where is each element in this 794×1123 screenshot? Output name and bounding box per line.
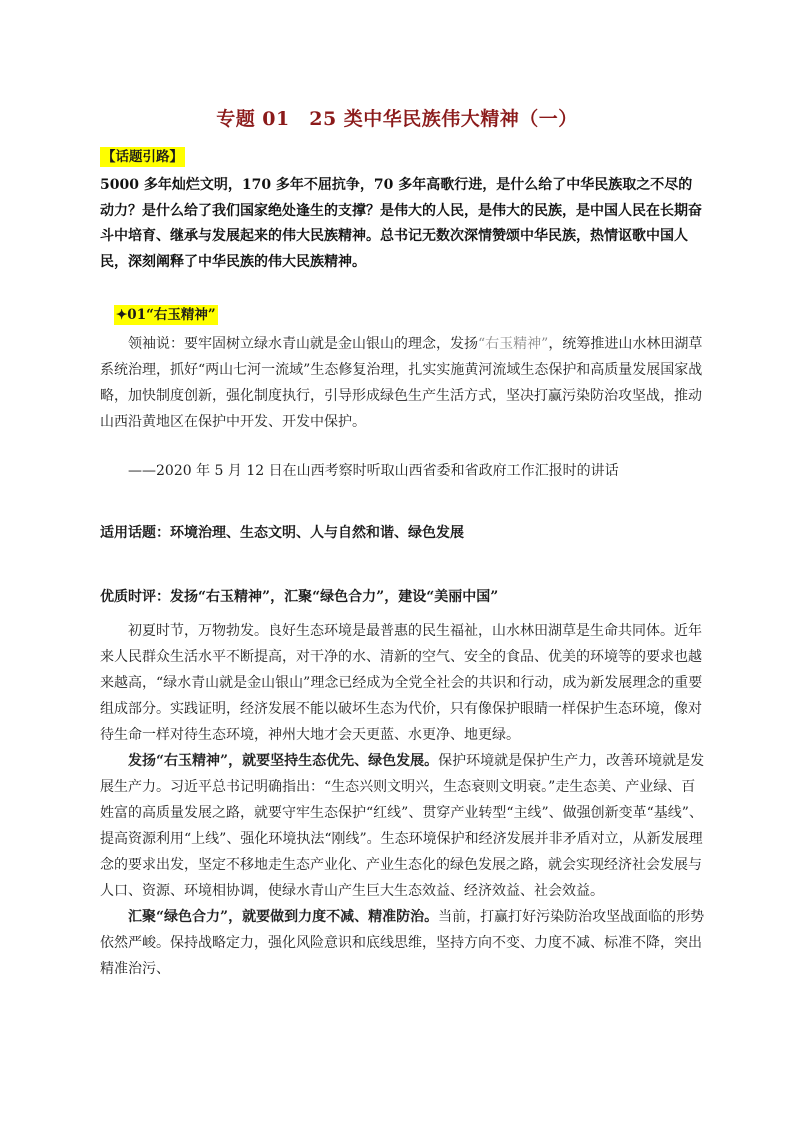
paragraph-1: 初夏时节，万物勃发。良好生态环境是最普惠的民生福祉，山水林田湖草是生命共同体。近年来人民群众生活水平不断提高，对干净的水、清新的空气、安全的食品、优美的环境等的要求也越来越高，“绿水青山就是金山银山”理念已经成为全党全社会的共识和行动，成为新发展理念的重要组成部分。实践证明，经济发展不能以破坏生态为代价，只有像保护眼睛一样保护生态环境，像对待生命一样对待生态环境，神州大地才会天更蓝、水更净、地更绿。	[100, 623, 703, 743]
quote-rest: ，统筹推进山水林田湖草系统治理，抓好“两山七河一流域”生态修复治理，扎实实施黄河流域生态保护和高质量发展国家战略，加快制度创新，强化制度执行，引导形成绿色生产生活方式，坚决打赢污染防治攻坚战，推动山西沿黄地区在保护中开发、开发中保护。	[100, 336, 703, 430]
topics-line: 适用话题：环境治理、生态文明、人与自然和谐、绿色发展	[100, 525, 464, 541]
quote-source-text: ——2020 年 5 月 12 日在山西考察时听取山西省委和省政府工作汇报时的讲话	[128, 463, 619, 479]
commentary-title: 优质时评：发扬“右玉精神”，汇聚“绿色合力”，建设“美丽中国”	[100, 589, 499, 605]
quote-source	[100, 458, 705, 484]
intro-paragraph: 5000 多年灿烂文明，170 多年不屈抗争，70 多年高歌行进，是什么给了中华民族取之不尽的动力？是什么给了我们国家绝处逢生的支撑？是伟大的人民，是伟大的民族，是中国人民在长期奋斗中培育、继承与发展起来的伟大民族精神。总书记无数次深情赞颂中华民族，热情讴歌中国人民，深刻阐释了中华民族的伟大民族精神。	[100, 177, 702, 271]
quote-lead: 领袖说：要牢固树立绿水青山就是金山银山的理念，发扬	[128, 336, 478, 352]
commentary-body	[100, 618, 705, 982]
paragraph-2-lead: 发扬“右玉精神”，就要坚持生态优先、绿色发展。	[128, 753, 439, 769]
page-title: 专题 01 25 类中华民族伟大精神（一）	[216, 108, 578, 130]
paragraph-3-body: 当前，打赢打好污染防治攻坚战面临的形势依然严峻。保持战略定力，强化风险意识和底线思维，坚持方向不变、力度不减、标准不降，突出精准治污、	[100, 909, 705, 977]
section-label: ✦01“右玉精神”	[116, 307, 216, 323]
section-label-wrap	[114, 304, 719, 325]
guide-label: 【话题引路】	[102, 149, 183, 165]
leader-quote	[100, 331, 705, 435]
guide-label-wrap	[100, 146, 705, 167]
quote-highlight: “右玉精神”	[478, 336, 549, 352]
paragraph-2-body: 保护环境就是保护生产力，改善环境就是发展生产力。习近平总书记明确指出：“生态兴则文明兴，生态衰则文明衰。”走生态美、产业绿、百姓富的高质量发展之路，就要守牢生态保护“红线”、贯穿产业转型“主线”、做强创新变革“基线”、提高资源利用“上线”、强化环境执法“刚线”。生态环境保护和经济发展并非矛盾对立，从新发展理念的要求出发，坚定不移地走生态产业化、产业生态化的绿色发展之路，就会实现经济社会发展与人口、资源、环境相协调，使绿水青山产生巨大生态效益、经济效益、社会效益。	[100, 753, 705, 899]
paragraph-3-lead: 汇聚“绿色合力”，就要做到力度不减、精准防治。	[128, 909, 439, 925]
